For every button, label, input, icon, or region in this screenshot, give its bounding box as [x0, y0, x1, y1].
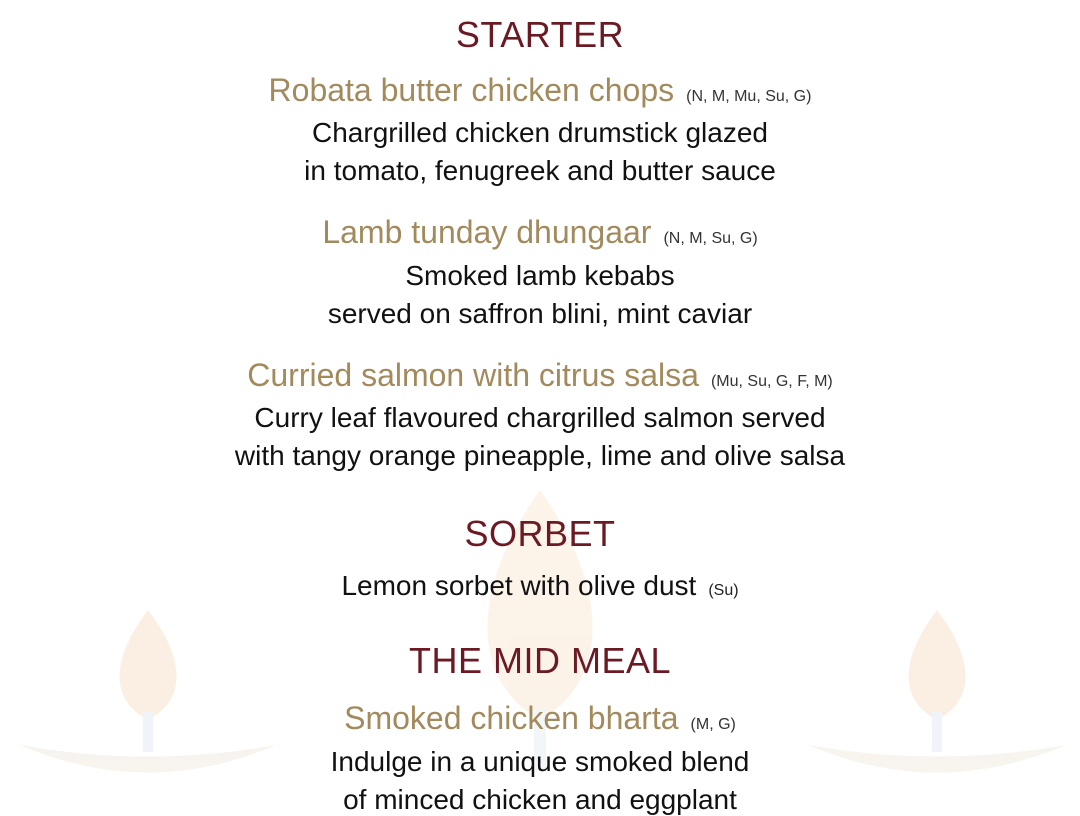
allergen-codes: (Mu, Su, G, F, M) — [710, 373, 833, 390]
dish-title-smoked-chicken-bharta — [0, 700, 1080, 737]
dish-description-line: Indulge in a unique smoked blend — [330, 746, 750, 777]
allergen-codes: (N, M, Mu, Su, G) — [686, 88, 812, 105]
allergen-codes: (N, M, Su, G) — [663, 230, 758, 247]
dish-name: Robata butter chicken chops — [268, 72, 675, 108]
dish-title-robata-chicken — [0, 72, 1080, 109]
section-heading-starter: STARTER — [455, 14, 625, 55]
dish-description-line: with tangy orange pineapple, lime and olive salsa — [234, 440, 846, 471]
sorbet-item — [0, 570, 1080, 602]
dish-description-line: in tomato, fenugreek and butter sauce — [304, 155, 776, 186]
section-heading-sorbet: SORBET — [464, 513, 616, 554]
dish-name: Lamb tunday dhungaar — [322, 214, 652, 250]
dish-title-lamb-tunday — [0, 214, 1080, 251]
section-heading-mid-meal: THE MID MEAL — [408, 640, 672, 681]
dish-description-line: Chargrilled chicken drumstick glazed — [312, 117, 768, 148]
dish-description-line: served on saffron blini, mint caviar — [327, 298, 753, 329]
dish-name: Smoked chicken bharta — [344, 700, 679, 736]
sorbet-item-name: Lemon sorbet with olive dust — [341, 570, 697, 601]
dish-title-curried-salmon — [0, 357, 1080, 394]
allergen-codes: (M, G) — [690, 716, 736, 733]
dish-description-line: of minced chicken and eggplant — [343, 784, 737, 815]
allergen-codes: (Su) — [708, 582, 739, 599]
dish-description-line: Smoked lamb kebabs — [405, 260, 675, 291]
dish-description-line: Curry leaf flavoured chargrilled salmon served — [254, 402, 826, 433]
dish-name: Curried salmon with citrus salsa — [247, 357, 699, 393]
